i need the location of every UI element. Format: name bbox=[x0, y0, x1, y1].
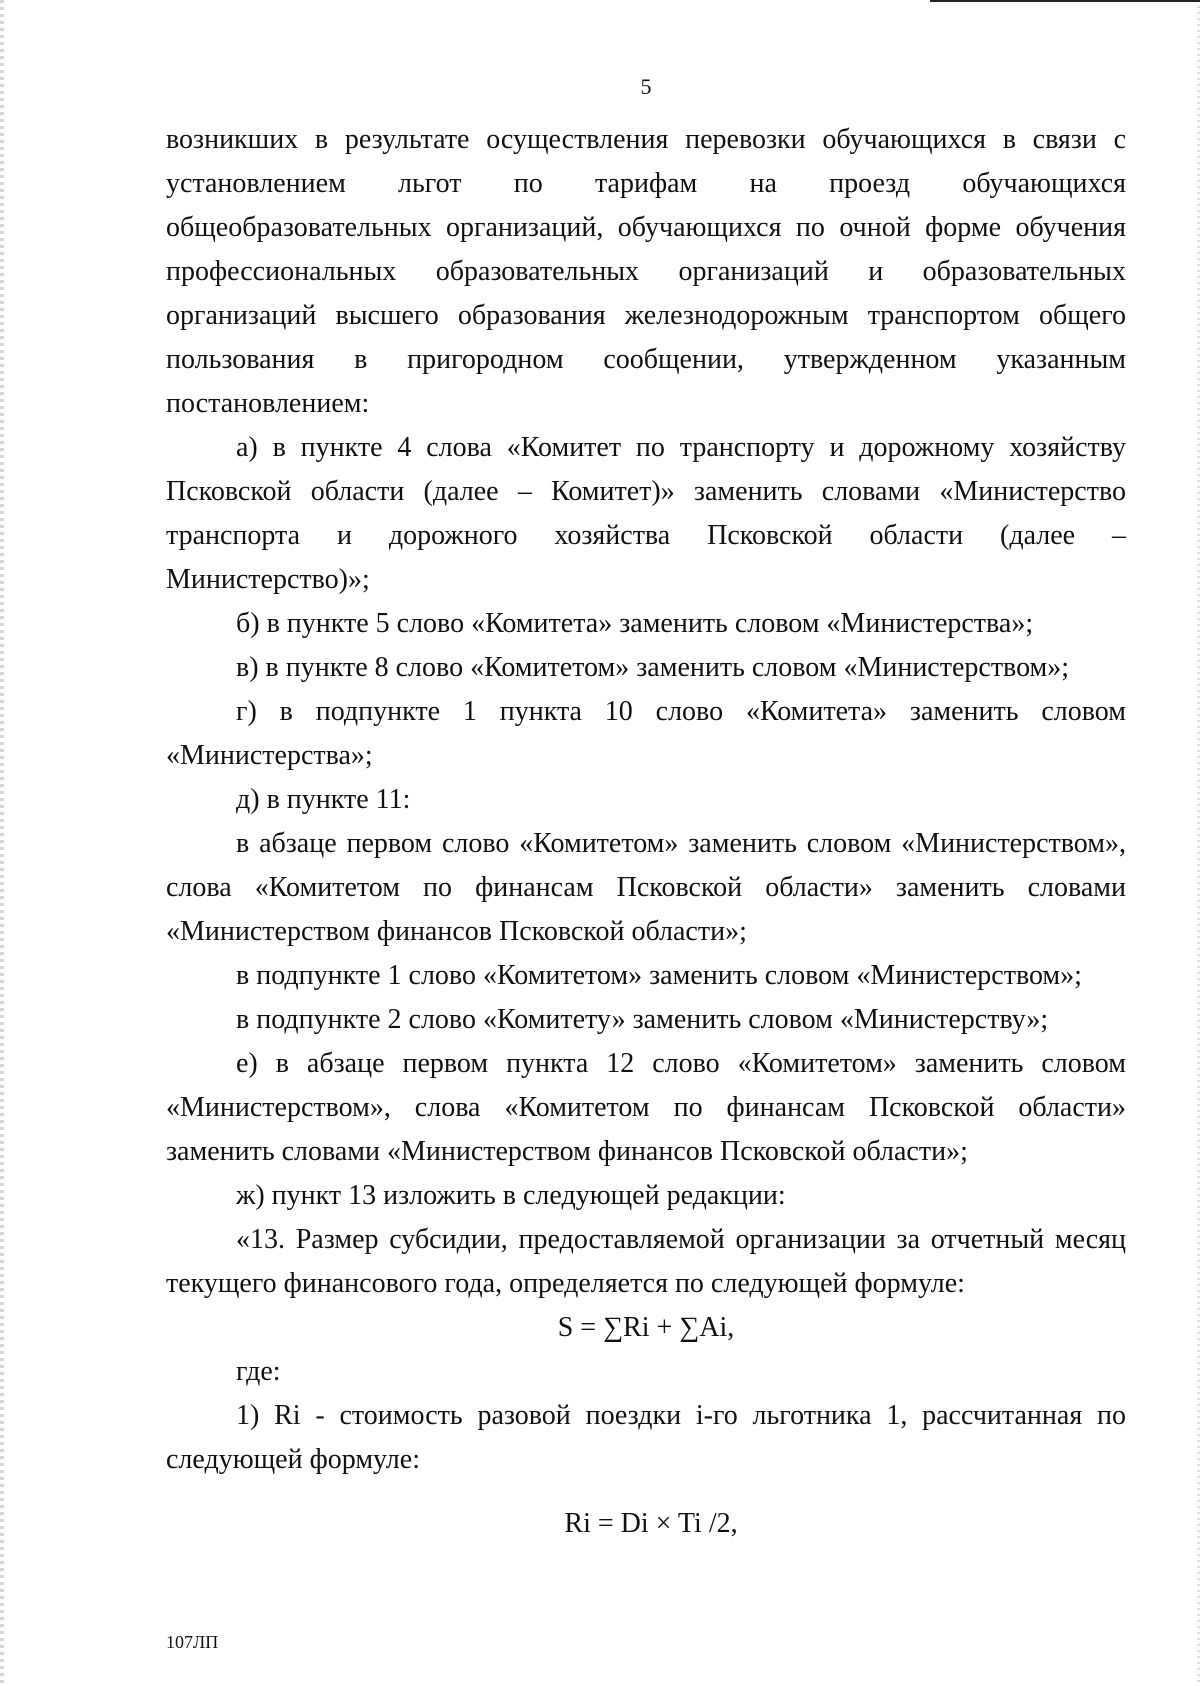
paragraph-intro: возникших в результате осуществления перевозки обучающихся в связи с установлением льгот по тарифам на проезд обучающихся общеобразовательных организаций, обучающихся по очной форме обучения профессиональных образовательных организаций и образовательных организаций высшего образования железнодорожным транспортом общего пользования в пригородном сообщении, утвержденном указанным постановлением: bbox=[166, 124, 1126, 419]
paragraph-item-g: г) в подпункте 1 пункта 10 слово «Комитета» заменить словом «Министерства»; bbox=[166, 696, 1126, 771]
document-body bbox=[166, 118, 1126, 1546]
paragraph-where: где: bbox=[236, 1356, 281, 1387]
paragraph-item-d-sub1: в подпункте 1 слово «Комитетом» заменить словом «Министерством»; bbox=[236, 960, 1082, 991]
document-code: 107ЛП bbox=[166, 1632, 219, 1652]
paragraph-item-b: б) в пункте 5 слово «Комитета» заменить словом «Министерства»; bbox=[236, 608, 1034, 639]
paragraph-item-a: а) в пункте 4 слова «Комитет по транспорту и дорожному хозяйству Псковской области (далее – Комитет)» заменить словами «Министерство транспорта и дорожного хозяйства Псковской области (далее – Министерство)»; bbox=[166, 432, 1126, 595]
formula-ri: Ri = Di × Ti /2, bbox=[564, 1508, 738, 1539]
paragraph-point-13: «13. Размер субсидии, предоставляемой организации за отчетный месяц текущего финансового года, определяется по следующей формуле: bbox=[166, 1224, 1126, 1299]
formula-subsidy: S = ∑Ri + ∑Ai, bbox=[557, 1312, 735, 1343]
paragraph-item-e: е) в абзаце первом пункта 12 слово «Комитетом» заменить словом «Министерством», слова «Комитетом по финансам Псковской области» заменить словами «Министерством финансов Псковской области»; bbox=[166, 1048, 1126, 1167]
paragraph-item-d: д) в пункте 11: bbox=[236, 784, 411, 815]
scan-left-edge bbox=[0, 0, 4, 1686]
paragraph-item-zh: ж) пункт 13 изложить в следующей редакции: bbox=[236, 1180, 786, 1211]
top-rule-line bbox=[930, 0, 1200, 2]
paragraph-ri-definition: 1) Ri - стоимость разовой поездки i-го льготника 1, рассчитанная по следующей формуле: bbox=[166, 1400, 1126, 1475]
paragraph-item-d-sub2: в подпункте 2 слово «Комитету» заменить словом «Министерству»; bbox=[236, 1004, 1049, 1035]
page-number: 5 bbox=[640, 74, 652, 99]
paragraph-item-d-first: в абзаце первом слово «Комитетом» заменить словом «Министерством», слова «Комитетом по финансам Псковской области» заменить словами «Министерством финансов Псковской области»; bbox=[166, 828, 1126, 947]
paragraph-item-v: в) в пункте 8 слово «Комитетом» заменить словом «Министерством»; bbox=[236, 652, 1070, 683]
